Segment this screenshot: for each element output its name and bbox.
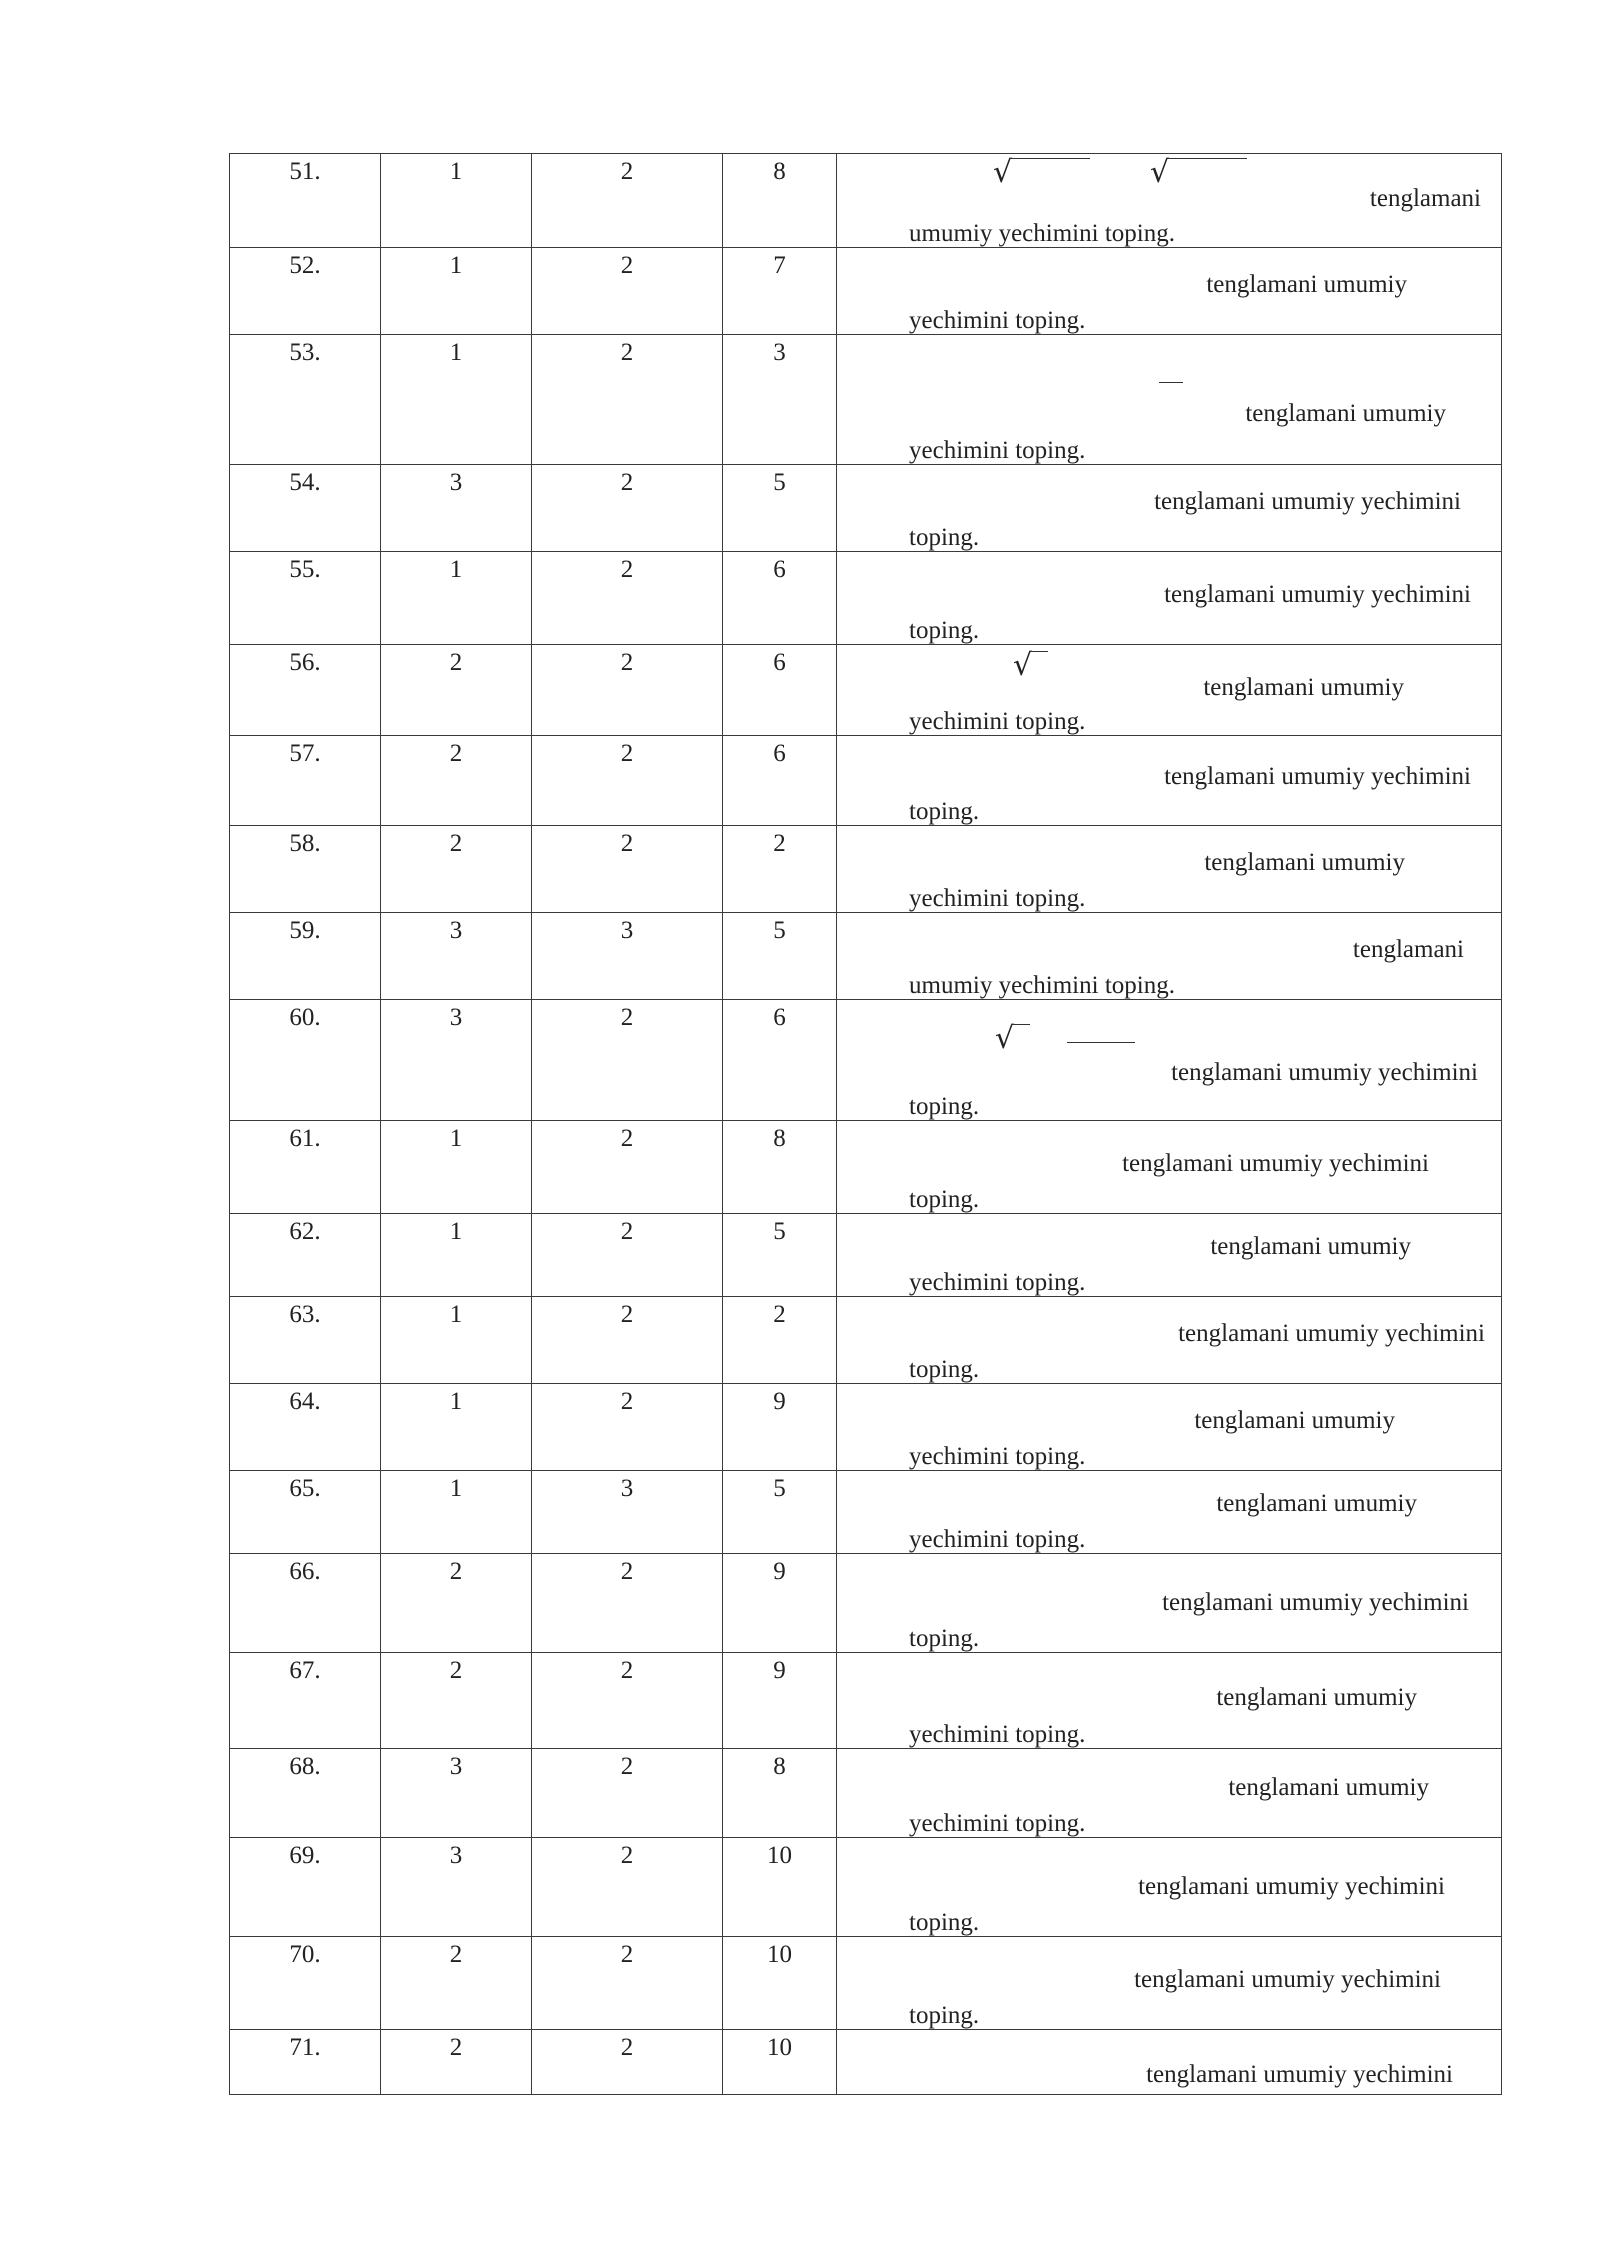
column-c-value: 5 — [773, 469, 786, 496]
column-c-cell — [723, 465, 837, 552]
task-number-cell — [230, 1554, 381, 1653]
column-b-value: 2 — [620, 158, 634, 185]
column-a-cell — [381, 1554, 532, 1653]
column-c-cell — [723, 335, 837, 465]
task-text-line-1: tenglamani umumiy yechimini — [1164, 581, 1471, 608]
task-text-cell — [837, 1000, 1502, 1121]
column-a-cell — [381, 1749, 532, 1838]
task-number: 53. — [289, 339, 321, 366]
task-number: 51. — [289, 158, 321, 185]
column-c-value: 6 — [773, 740, 786, 767]
table-row — [230, 552, 1502, 645]
table-row — [230, 1000, 1502, 1121]
column-c-cell — [723, 248, 837, 335]
task-text-line-1: tenglamani umumiy — [1206, 271, 1407, 298]
column-c-cell — [723, 736, 837, 826]
column-c-value: 5 — [773, 917, 786, 944]
task-text-cell — [837, 154, 1502, 248]
task-number: 55. — [289, 556, 321, 583]
column-c-cell — [723, 1000, 837, 1121]
column-b-value: 2 — [620, 649, 634, 676]
task-text-line-2: umumiy yechimini toping. — [909, 220, 1175, 247]
task-number: 59. — [289, 917, 321, 944]
column-b-value: 2 — [620, 469, 634, 496]
column-a-value: 3 — [449, 1842, 463, 1869]
column-c-value: 8 — [773, 158, 786, 185]
sqrt-symbol-icon: √ — [1013, 649, 1048, 683]
task-text-line-1: tenglamani umumiy — [1204, 849, 1405, 876]
table-row — [230, 645, 1502, 736]
column-c-cell — [723, 1471, 837, 1554]
task-number-cell — [230, 154, 381, 248]
table-row — [230, 1214, 1502, 1297]
column-a-cell — [381, 1653, 532, 1749]
column-b-cell — [532, 645, 723, 736]
table-row — [230, 736, 1502, 826]
column-c-value: 8 — [773, 1753, 786, 1780]
task-number: 65. — [289, 1475, 321, 1502]
task-text-cell — [837, 1214, 1502, 1297]
column-a-cell — [381, 1838, 532, 1937]
task-number: 60. — [289, 1004, 321, 1031]
column-a-cell — [381, 1937, 532, 2030]
column-a-cell — [381, 913, 532, 1000]
column-b-cell — [532, 154, 723, 248]
task-number-cell — [230, 2030, 381, 2095]
task-text-cell — [837, 1297, 1502, 1384]
column-c-value: 9 — [773, 1657, 786, 1684]
table-row — [230, 826, 1502, 913]
table-row — [230, 1838, 1502, 1937]
column-b-value: 2 — [620, 1842, 634, 1869]
task-text-line-2: umumiy yechimini toping. — [909, 972, 1175, 999]
column-c-cell — [723, 154, 837, 248]
task-text-cell — [837, 552, 1502, 645]
task-text-line-2: toping. — [909, 1093, 980, 1120]
column-b-value: 2 — [620, 2034, 634, 2061]
task-text-line-2: yechimini toping. — [909, 307, 1086, 334]
task-number: 54. — [289, 469, 321, 496]
column-c-value: 7 — [773, 252, 786, 279]
task-text-cell — [837, 1384, 1502, 1471]
column-c-value: 5 — [773, 1475, 786, 1502]
task-text-line-2: yechimini toping. — [909, 1721, 1086, 1748]
task-number: 71. — [289, 2034, 321, 2061]
column-a-value: 3 — [449, 917, 463, 944]
column-a-cell — [381, 645, 532, 736]
task-number-cell — [230, 1937, 381, 2030]
task-text-line-1: tenglamani umumiy yechimini — [1154, 488, 1461, 515]
column-c-value: 8 — [773, 1125, 786, 1152]
task-text-line-2: yechimini toping. — [909, 708, 1086, 735]
column-b-cell — [532, 1471, 723, 1554]
task-number: 69. — [289, 1842, 321, 1869]
task-text-cell — [837, 736, 1502, 826]
task-text-line-2: yechimini toping. — [909, 1810, 1086, 1837]
task-number-cell — [230, 465, 381, 552]
column-b-cell — [532, 1937, 723, 2030]
task-number-cell — [230, 1838, 381, 1937]
column-a-cell — [381, 335, 532, 465]
task-text-line-2: toping. — [909, 1356, 980, 1383]
column-c-cell — [723, 1214, 837, 1297]
table-row — [230, 2030, 1502, 2095]
column-c-value: 9 — [773, 1558, 786, 1585]
task-number: 61. — [289, 1125, 321, 1152]
task-text-line-1: tenglamani umumiy — [1194, 1407, 1395, 1434]
column-b-value: 2 — [620, 1004, 634, 1031]
task-text-line-2: toping. — [909, 2002, 980, 2029]
column-c-value: 10 — [767, 2034, 792, 2061]
column-b-cell — [532, 1554, 723, 1653]
column-c-cell — [723, 1937, 837, 2030]
task-text-cell — [837, 1471, 1502, 1554]
column-b-value: 2 — [620, 1125, 634, 1152]
task-number-cell — [230, 1749, 381, 1838]
column-a-cell — [381, 1214, 532, 1297]
task-text-cell — [837, 1749, 1502, 1838]
column-b-cell — [532, 2030, 723, 2095]
task-text-cell — [837, 1653, 1502, 1749]
column-b-value: 3 — [620, 917, 634, 944]
column-a-value: 1 — [449, 1125, 463, 1152]
column-b-value: 2 — [620, 830, 634, 857]
table-row — [230, 913, 1502, 1000]
task-text-cell — [837, 2030, 1502, 2095]
column-a-value: 2 — [449, 830, 463, 857]
column-c-value: 2 — [773, 1301, 786, 1328]
task-text-line-1: tenglamani umumiy yechimini — [1134, 1966, 1441, 1993]
column-b-cell — [532, 1653, 723, 1749]
column-b-value: 2 — [620, 556, 634, 583]
column-c-cell — [723, 2030, 837, 2095]
task-number: 62. — [289, 1218, 321, 1245]
task-text-line-2: toping. — [909, 1625, 980, 1652]
task-text-line-1: tenglamani — [1352, 936, 1464, 963]
column-b-cell — [532, 248, 723, 335]
column-c-cell — [723, 1297, 837, 1384]
table-row — [230, 1471, 1502, 1554]
column-b-cell — [532, 913, 723, 1000]
task-number-cell — [230, 1297, 381, 1384]
column-b-value: 2 — [620, 1301, 634, 1328]
column-b-value: 2 — [620, 339, 634, 366]
column-b-cell — [532, 1000, 723, 1121]
column-a-value: 1 — [449, 339, 463, 366]
task-number-cell — [230, 1121, 381, 1214]
column-a-cell — [381, 248, 532, 335]
column-c-cell — [723, 1384, 837, 1471]
column-b-value: 2 — [620, 740, 634, 767]
task-number: 63. — [289, 1301, 321, 1328]
column-a-value: 2 — [449, 2034, 463, 2061]
column-c-cell — [723, 826, 837, 913]
column-a-value: 3 — [449, 469, 463, 496]
column-a-cell — [381, 465, 532, 552]
column-c-cell — [723, 1554, 837, 1653]
task-text-line-1: tenglamani umumiy yechimini — [1162, 1589, 1469, 1616]
column-b-cell — [532, 1749, 723, 1838]
table-row — [230, 1653, 1502, 1749]
column-b-cell — [532, 1121, 723, 1214]
column-b-value: 2 — [620, 1218, 634, 1245]
task-number: 68. — [289, 1753, 321, 1780]
task-number-cell — [230, 1000, 381, 1121]
column-c-value: 6 — [773, 649, 786, 676]
table-row — [230, 248, 1502, 335]
column-a-value: 1 — [449, 158, 463, 185]
column-c-value: 3 — [773, 339, 786, 366]
task-text-cell — [837, 826, 1502, 913]
sqrt-symbol-icon: √ — [993, 156, 1090, 190]
column-a-value: 1 — [449, 556, 463, 583]
task-text-line-1: tenglamani umumiy yechimini — [1122, 1150, 1429, 1177]
fraction-bar — [1067, 1042, 1135, 1043]
column-c-cell — [723, 913, 837, 1000]
task-text-line-1: tenglamani umumiy yechimini — [1164, 763, 1471, 790]
column-a-cell — [381, 1121, 532, 1214]
column-b-cell — [532, 1214, 723, 1297]
task-number-cell — [230, 736, 381, 826]
column-a-value: 3 — [449, 1753, 463, 1780]
task-text-line-1: tenglamani umumiy — [1203, 674, 1404, 701]
task-number: 52. — [289, 252, 321, 279]
column-b-value: 2 — [620, 1388, 634, 1415]
task-text-cell — [837, 1838, 1502, 1937]
table-row — [230, 1554, 1502, 1653]
task-text-line-1: tenglamani umumiy yechimini — [1178, 1320, 1485, 1347]
column-a-value: 1 — [449, 1301, 463, 1328]
task-text-line-2: toping. — [909, 798, 980, 825]
column-c-value: 5 — [773, 1218, 786, 1245]
table-row — [230, 1121, 1502, 1214]
task-text-cell — [837, 1937, 1502, 2030]
column-b-cell — [532, 1838, 723, 1937]
column-c-value: 9 — [773, 1388, 786, 1415]
column-c-cell — [723, 1838, 837, 1937]
table-row — [230, 335, 1502, 465]
column-b-cell — [532, 736, 723, 826]
column-a-cell — [381, 826, 532, 913]
column-a-cell — [381, 154, 532, 248]
table-row — [230, 1297, 1502, 1384]
column-b-cell — [532, 465, 723, 552]
task-text-line-1: tenglamani umumiy yechimini — [1171, 1059, 1478, 1086]
task-number-cell — [230, 248, 381, 335]
task-text-line-2: yechimini toping. — [909, 885, 1086, 912]
task-text-line-1: tenglamani umumiy — [1216, 1490, 1417, 1517]
column-a-value: 1 — [449, 1388, 463, 1415]
column-b-value: 2 — [620, 1753, 634, 1780]
column-c-value: 10 — [767, 1842, 792, 1869]
column-b-value: 2 — [620, 1558, 634, 1585]
task-text-line-1: tenglamani — [1369, 185, 1481, 212]
column-a-value: 1 — [449, 1475, 463, 1502]
sqrt-symbol-icon: √ — [1150, 156, 1247, 190]
task-text-line-2: yechimini toping. — [909, 437, 1086, 464]
column-a-cell — [381, 1384, 532, 1471]
column-a-value: 1 — [449, 1218, 463, 1245]
task-number-cell — [230, 826, 381, 913]
task-number-cell — [230, 645, 381, 736]
column-b-value: 3 — [620, 1475, 634, 1502]
column-a-value: 2 — [449, 649, 463, 676]
task-text-line-2: toping. — [909, 617, 980, 644]
column-c-value: 2 — [773, 830, 786, 857]
task-text-line-2: toping. — [909, 1186, 980, 1213]
column-b-cell — [532, 552, 723, 645]
tasks-table — [229, 153, 1502, 2095]
table-row — [230, 1384, 1502, 1471]
column-c-cell — [723, 1653, 837, 1749]
table-row — [230, 1749, 1502, 1838]
task-text-line-2: toping. — [909, 524, 980, 551]
task-text-line-2: yechimini toping. — [909, 1269, 1086, 1296]
task-text-line-1: tenglamani umumiy — [1210, 1233, 1411, 1260]
table-row — [230, 465, 1502, 552]
task-text-cell — [837, 1554, 1502, 1653]
table-row — [230, 1937, 1502, 2030]
task-number-cell — [230, 1384, 381, 1471]
column-b-value: 2 — [620, 1657, 634, 1684]
task-text-line-1: tenglamani umumiy — [1245, 400, 1446, 427]
task-number: 70. — [289, 1941, 321, 1968]
column-a-cell — [381, 1471, 532, 1554]
task-text-cell — [837, 248, 1502, 335]
column-a-value: 3 — [449, 1004, 463, 1031]
column-a-cell — [381, 1000, 532, 1121]
task-number: 58. — [289, 830, 321, 857]
task-text-line-2: toping. — [909, 1909, 980, 1936]
task-text-cell — [837, 335, 1502, 465]
task-text-line-2: yechimini toping. — [909, 1443, 1086, 1470]
task-number: 57. — [289, 740, 321, 767]
task-number-cell — [230, 1471, 381, 1554]
task-text-cell — [837, 913, 1502, 1000]
task-number-cell — [230, 552, 381, 645]
task-text-cell — [837, 1121, 1502, 1214]
column-a-value: 2 — [449, 1941, 463, 1968]
column-a-value: 2 — [449, 1558, 463, 1585]
task-number-cell — [230, 1653, 381, 1749]
column-c-cell — [723, 1749, 837, 1838]
task-text-cell — [837, 465, 1502, 552]
task-text-line-1: tenglamani umumiy yechimini — [1146, 2061, 1453, 2088]
task-text-line-1: tenglamani umumiy — [1216, 1684, 1417, 1711]
column-a-cell — [381, 2030, 532, 2095]
task-number: 66. — [289, 1558, 321, 1585]
task-number-cell — [230, 913, 381, 1000]
column-b-cell — [532, 826, 723, 913]
column-a-value: 1 — [449, 252, 463, 279]
column-b-value: 2 — [620, 1941, 634, 1968]
task-text-line-1: tenglamani umumiy yechimini — [1138, 1873, 1445, 1900]
column-a-value: 2 — [449, 1657, 463, 1684]
column-a-cell — [381, 1297, 532, 1384]
column-c-cell — [723, 645, 837, 736]
column-c-value: 6 — [773, 1004, 786, 1031]
column-b-cell — [532, 1297, 723, 1384]
column-a-cell — [381, 736, 532, 826]
sqrt-symbol-icon: √ — [995, 1022, 1030, 1056]
task-number: 67. — [289, 1657, 321, 1684]
column-b-cell — [532, 335, 723, 465]
column-b-value: 2 — [620, 252, 634, 279]
task-number-cell — [230, 1214, 381, 1297]
fraction-bar — [1159, 382, 1183, 383]
column-c-cell — [723, 1121, 837, 1214]
column-c-value: 10 — [767, 1941, 792, 1968]
task-text-line-1: tenglamani umumiy — [1228, 1774, 1429, 1801]
task-number: 56. — [289, 649, 321, 676]
column-c-value: 6 — [773, 556, 786, 583]
column-c-cell — [723, 552, 837, 645]
task-number-cell — [230, 335, 381, 465]
table-row — [230, 154, 1502, 248]
column-a-cell — [381, 552, 532, 645]
task-text-cell — [837, 645, 1502, 736]
task-text-line-2: yechimini toping. — [909, 1526, 1086, 1553]
column-b-cell — [532, 1384, 723, 1471]
task-number: 64. — [289, 1388, 321, 1415]
column-a-value: 2 — [449, 740, 463, 767]
